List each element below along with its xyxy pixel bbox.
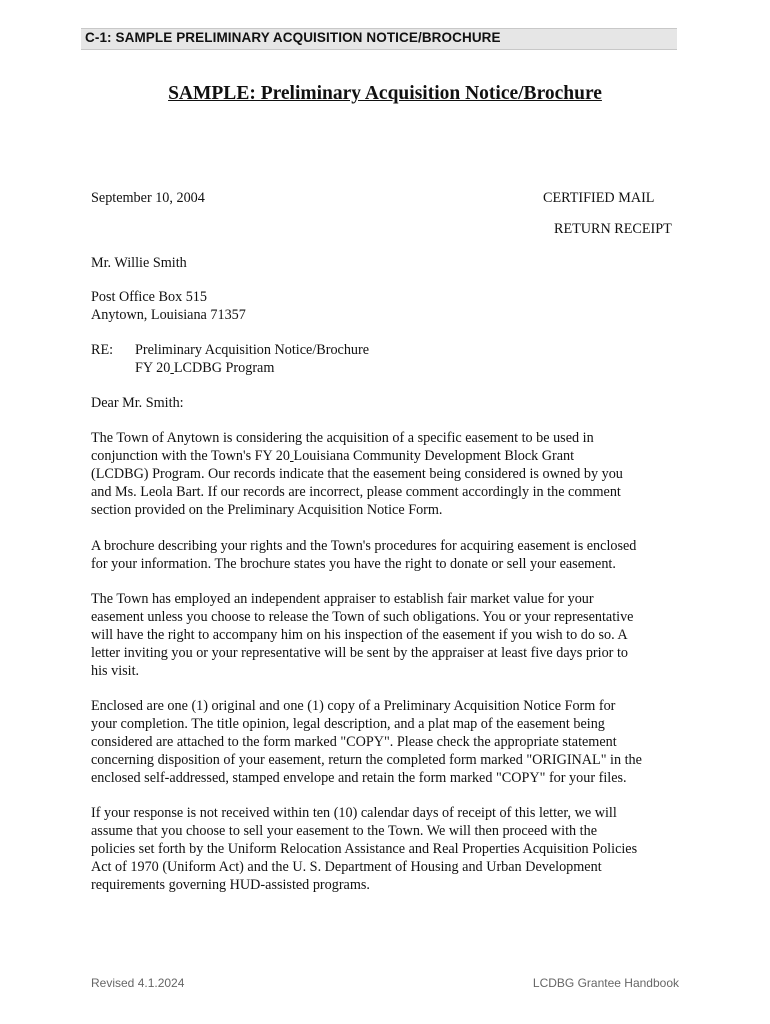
paragraph-line: If your response is not received within ten (10) calendar days of receipt of this letter, we will bbox=[91, 805, 617, 821]
section-header-label: C-1: SAMPLE PRELIMINARY ACQUISITION NOTICE/BROCHURE bbox=[85, 30, 501, 45]
paragraph-line: section provided on the Preliminary Acquisition Notice Form. bbox=[91, 502, 443, 518]
paragraph-line: and Ms. Leola Bart. If our records are incorrect, please comment accordingly in the comment bbox=[91, 484, 621, 500]
paragraph-line: his visit. bbox=[91, 663, 140, 679]
paragraph-line: letter inviting you or your representative will be sent by the appraiser at least five days prior to bbox=[91, 645, 628, 661]
re-line-1: Preliminary Acquisition Notice/Brochure bbox=[135, 342, 370, 358]
paragraph-2 bbox=[91, 537, 691, 573]
paragraph-line: requirements governing HUD-assisted programs. bbox=[91, 877, 370, 893]
paragraph-4 bbox=[91, 697, 691, 787]
paragraph-line: enclosed self-addressed, stamped envelope and retain the form marked "COPY" for your files. bbox=[91, 770, 627, 786]
paragraph-line: The Town has employed an independent appraiser to establish fair market value for your bbox=[91, 591, 594, 607]
paragraph-line: Enclosed are one (1) original and one (1) copy of a Preliminary Acquisition Notice Form for bbox=[91, 698, 616, 714]
re-program: LCDBG Program bbox=[173, 360, 275, 376]
section-header-bar bbox=[81, 28, 677, 50]
paragraph-line: policies set forth by the Uniform Relocation Assistance and Real Properties Acquisition Policies bbox=[91, 841, 638, 857]
paragraph-line: will have the right to accompany him on his inspection of the easement if you wish to do so. A bbox=[91, 627, 628, 643]
page-title: SAMPLE: Preliminary Acquisition Notice/Brochure bbox=[168, 83, 602, 104]
paragraph-1 bbox=[91, 429, 691, 519]
footer-handbook: LCDBG Grantee Handbook bbox=[532, 976, 679, 990]
footer-revised: Revised 4.1.2024 bbox=[91, 976, 185, 990]
re-label: RE: bbox=[91, 342, 114, 358]
paragraph-line bbox=[91, 447, 691, 465]
paragraph-line: The Town of Anytown is considering the acquisition of a specific easement to be used in bbox=[91, 430, 594, 446]
paragraph-line: concerning disposition of your easement, return the completed form marked "ORIGINAL" in the bbox=[91, 752, 642, 768]
return-receipt: RETURN RECEIPT bbox=[554, 221, 672, 237]
paragraph-line: considered are attached to the form marked "COPY". Please check the appropriate statement bbox=[91, 734, 617, 750]
paragraph-line: A brochure describing your rights and the Town's procedures for acquiring easement is enclosed bbox=[91, 538, 637, 554]
paragraph-5 bbox=[91, 804, 691, 894]
fy-text: conjunction with the Town's FY 20 bbox=[91, 448, 290, 464]
paragraph-line: easement unless you choose to release the Town of such obligations. You or your representative bbox=[91, 609, 634, 625]
re-line-2 bbox=[135, 359, 274, 377]
salutation: Dear Mr. Smith: bbox=[91, 395, 184, 411]
paragraph-line: Act of 1970 (Uniform Act) and the U. S. Department of Housing and Urban Development bbox=[91, 859, 602, 875]
re-fy-prefix: FY 20 bbox=[135, 360, 171, 376]
paragraph-line: for your information. The brochure states you have the right to donate or sell your easement. bbox=[91, 556, 616, 572]
letter-date: September 10, 2004 bbox=[91, 190, 205, 206]
paragraph-3 bbox=[91, 590, 691, 680]
address-line-1: Post Office Box 515 bbox=[91, 289, 207, 305]
paragraph-line: your completion. The title opinion, legal description, and a plat map of the easement being bbox=[91, 716, 605, 732]
recipient-name: Mr. Willie Smith bbox=[91, 255, 187, 271]
program-text: Louisiana Community Development Block Grant bbox=[293, 448, 575, 464]
paragraph-line: (LCDBG) Program. Our records indicate that the easement being considered is owned by you bbox=[91, 466, 623, 482]
address-line-2: Anytown, Louisiana 71357 bbox=[91, 307, 246, 323]
paragraph-line: assume that you choose to sell your easement to the Town. We will then proceed with the bbox=[91, 823, 598, 839]
mail-type: CERTIFIED MAIL bbox=[543, 190, 655, 206]
